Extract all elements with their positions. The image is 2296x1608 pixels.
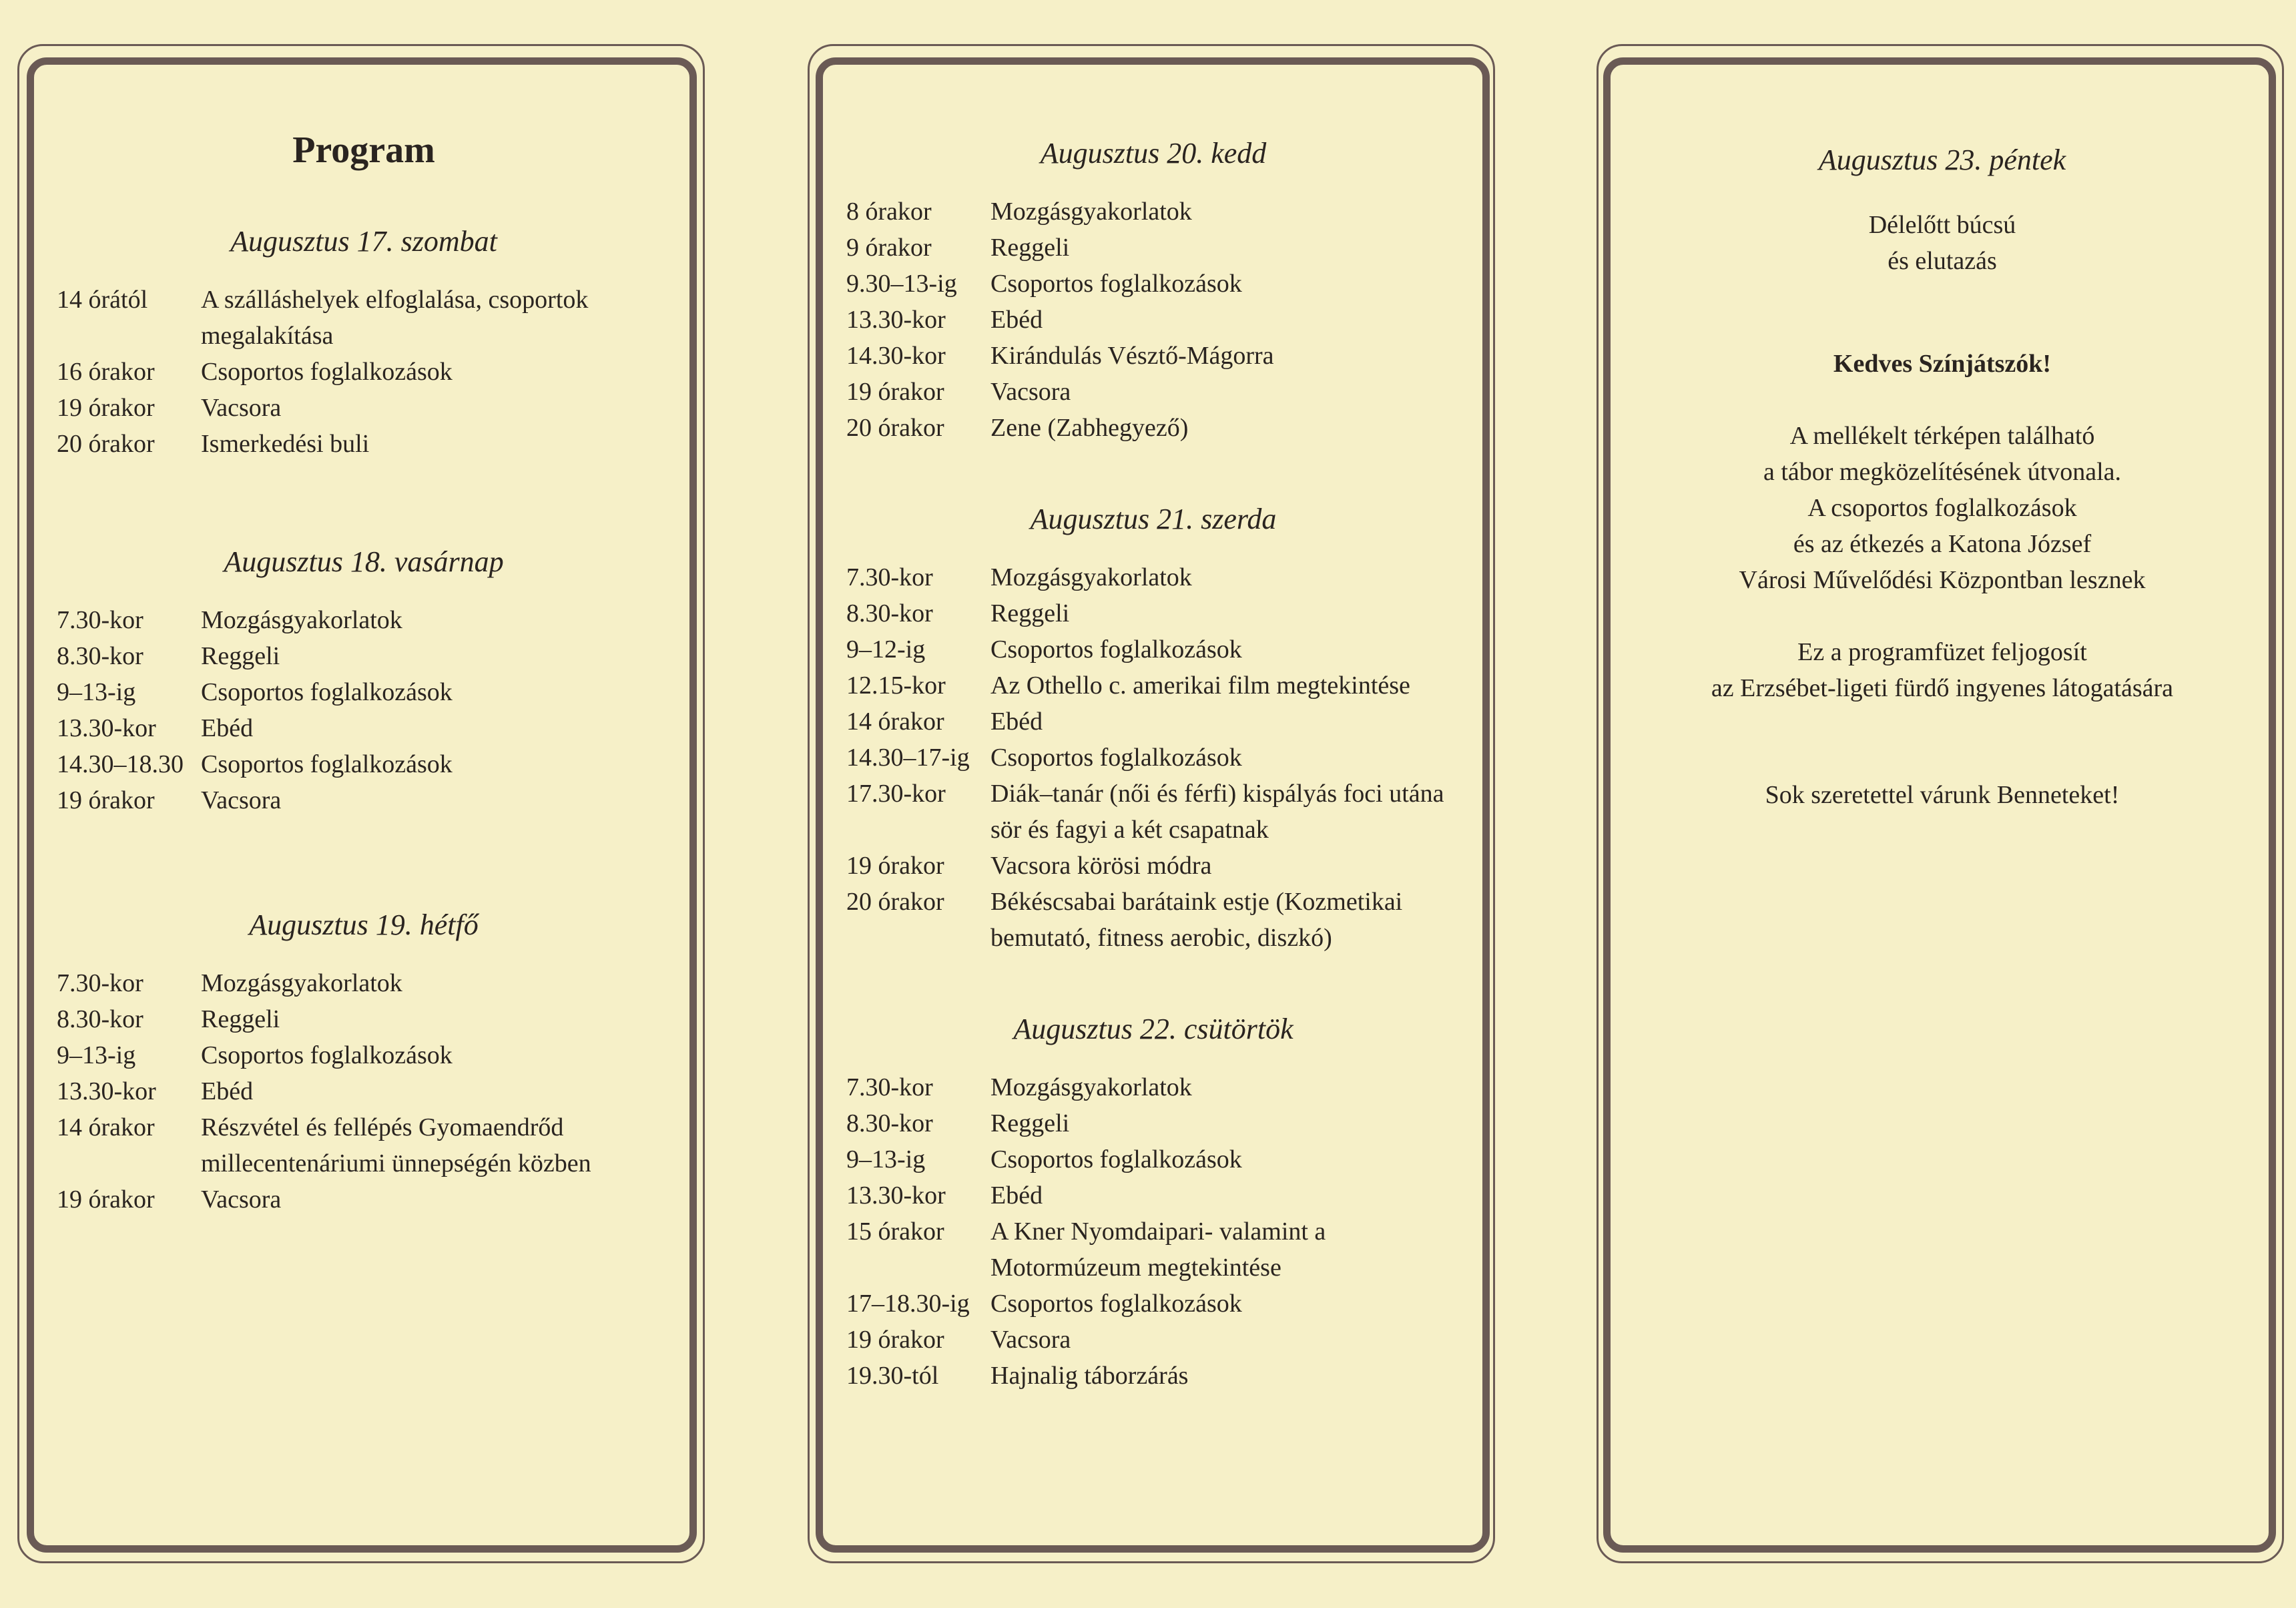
program-title: Program: [292, 129, 435, 171]
schedule-table: [846, 559, 1471, 956]
time-cell: 13.30-kor: [846, 306, 946, 334]
time-cell: 15 órakor: [846, 1218, 944, 1246]
activity-cell: Hajnalig táborzárás: [990, 1362, 1189, 1390]
table-row: [846, 1141, 1471, 1177]
table-row: [846, 740, 1471, 776]
table-row: [57, 638, 681, 674]
activity-cell: Kirándulás Vésztő-Mágorra: [990, 342, 1274, 370]
schedule-table: [846, 194, 1471, 446]
time-cell: 20 órakor: [57, 430, 155, 458]
table-row: [57, 1181, 681, 1218]
program-column-middle: [846, 133, 1474, 1394]
activity-cell: Békéscsabai barátaink estje (Kozmetikai bemutató, fitness aerobic, diszkó): [990, 888, 1403, 952]
table-row: [846, 704, 1471, 740]
activity-cell: Ebéd: [201, 1077, 254, 1105]
activity-cell: Részvétel és fellépés Gyomaendrőd millecentenáriumi ünnepségén közben: [201, 1113, 591, 1177]
activity-cell: Csoportos foglalkozások: [990, 744, 1242, 772]
day-title: Augusztus 21. szerda: [1030, 503, 1277, 535]
activity-cell: Ebéd: [990, 708, 1043, 736]
schedule-table: [57, 282, 681, 462]
table-row: [57, 1073, 681, 1109]
time-cell: 9–12-ig: [846, 635, 926, 663]
table-row: [57, 390, 681, 426]
activity-cell: Vacsora: [201, 394, 282, 422]
table-row: [846, 1322, 1471, 1358]
table-row: [846, 374, 1471, 410]
table-row: [846, 884, 1471, 956]
info-line: az Erzsébet-ligeti fürdő ingyenes látogatására: [1711, 674, 2174, 702]
table-row: [846, 410, 1471, 446]
time-cell: 13.30-kor: [846, 1181, 946, 1210]
table-row: [57, 782, 681, 818]
table-row: [846, 266, 1471, 302]
table-row: [846, 848, 1471, 884]
schedule-table: [57, 602, 681, 818]
table-row: [846, 595, 1471, 631]
activity-cell: Reggeli: [990, 599, 1070, 627]
table-row: [57, 1037, 681, 1073]
activity-cell: Mozgásgyakorlatok: [990, 563, 1192, 591]
table-row: [846, 338, 1471, 374]
time-cell: 20 órakor: [846, 888, 944, 916]
time-cell: 9–13-ig: [846, 1145, 926, 1173]
time-cell: 9 órakor: [846, 234, 932, 262]
time-cell: 13.30-kor: [57, 1077, 156, 1105]
greeting: Kedves Színjátszók!: [1833, 350, 2052, 378]
table-row: [57, 1001, 681, 1037]
activity-cell: Ebéd: [990, 1181, 1043, 1210]
table-row: [57, 354, 681, 390]
table-row: [846, 302, 1471, 338]
info-line: A mellékelt térképen található: [1789, 422, 2095, 450]
activity-cell: Mozgásgyakorlatok: [990, 198, 1192, 226]
activity-cell: Ismerkedési buli: [201, 430, 370, 458]
activity-cell: Reggeli: [201, 642, 280, 670]
time-cell: 17.30-kor: [846, 780, 946, 808]
schedule-table: [846, 1069, 1471, 1394]
program-column-left: [57, 120, 684, 1218]
table-row: [846, 1177, 1471, 1214]
day-title: Augusztus 17. szombat: [230, 225, 497, 258]
time-cell: 7.30-kor: [57, 606, 144, 634]
time-cell: 7.30-kor: [57, 969, 144, 997]
activity-cell: Mozgásgyakorlatok: [201, 969, 402, 997]
activity-cell: Diák–tanár (női és férfi) kispályás foci utána sör és fagyi a két csapatnak: [990, 780, 1444, 844]
activity-cell: Ebéd: [990, 306, 1043, 334]
time-cell: 8.30-kor: [846, 599, 933, 627]
activity-cell: Reggeli: [201, 1005, 280, 1033]
time-cell: 8.30-kor: [846, 1109, 933, 1137]
table-row: [57, 710, 681, 746]
activity-cell: Vacsora: [990, 1326, 1071, 1354]
activity-cell: Vacsora: [990, 378, 1071, 406]
table-row: [57, 602, 681, 638]
time-cell: 19 órakor: [846, 1326, 944, 1354]
table-row: [57, 1109, 681, 1181]
activity-cell: Ebéd: [201, 714, 254, 742]
table-row: [846, 559, 1471, 595]
activity-cell: A szálláshelyek elfoglalása, csoportok megalakítása: [201, 286, 589, 350]
time-cell: 19 órakor: [846, 852, 944, 880]
time-cell: 13.30-kor: [57, 714, 156, 742]
activity-cell: Csoportos foglalkozások: [990, 635, 1242, 663]
day-title: Augusztus 22. csütörtök: [1013, 1013, 1294, 1045]
table-row: [846, 1358, 1471, 1394]
time-cell: 19 órakor: [57, 394, 155, 422]
activity-cell: Csoportos foglalkozások: [201, 750, 453, 778]
time-cell: 14 órakor: [57, 1113, 155, 1141]
info-line: Városi Művelődési Központban lesznek: [1739, 566, 2146, 594]
table-row: [846, 1105, 1471, 1141]
activity-cell: Mozgásgyakorlatok: [990, 1073, 1192, 1101]
activity-cell: Az Othello c. amerikai film megtekintése: [990, 672, 1410, 700]
time-cell: 14 órától: [57, 286, 148, 314]
activity-cell: Zene (Zabhegyező): [990, 414, 1189, 442]
activity-cell: Csoportos foglalkozások: [201, 1041, 453, 1069]
time-cell: 19.30-tól: [846, 1362, 939, 1390]
activity-cell: Vacsora: [201, 1185, 282, 1214]
day-title: Augusztus 23. péntek: [1818, 144, 2066, 176]
activity-cell: A Kner Nyomdaipari- valamint a Motormúzeum megtekintése: [990, 1218, 1326, 1282]
farewell-line: és elutazás: [1888, 247, 1997, 275]
time-cell: 8 órakor: [846, 198, 932, 226]
day-title: Augusztus 18. vasárnap: [224, 545, 504, 578]
time-cell: 14.30–18.30: [57, 750, 184, 778]
time-cell: 9–13-ig: [57, 678, 136, 706]
program-column-right: [1629, 140, 2256, 813]
time-cell: 12.15-kor: [846, 672, 946, 700]
day-title: Augusztus 20. kedd: [1040, 137, 1267, 170]
time-cell: 14 órakor: [846, 708, 944, 736]
table-row: [846, 776, 1471, 848]
time-cell: 8.30-kor: [57, 642, 144, 670]
activity-cell: Csoportos foglalkozások: [201, 358, 453, 386]
time-cell: 19 órakor: [57, 1185, 155, 1214]
activity-cell: Vacsora körösi módra: [990, 852, 1212, 880]
info-line: Ez a programfüzet feljogosít: [1797, 638, 2087, 666]
schedule-table: [57, 965, 681, 1218]
activity-cell: Csoportos foglalkozások: [990, 1145, 1242, 1173]
time-cell: 9.30–13-ig: [846, 270, 957, 298]
table-row: [846, 194, 1471, 230]
activity-cell: Mozgásgyakorlatok: [201, 606, 402, 634]
time-cell: 19 órakor: [57, 786, 155, 814]
table-row: [846, 230, 1471, 266]
day-title: Augusztus 19. hétfő: [249, 908, 479, 941]
table-row: [57, 965, 681, 1001]
activity-cell: Reggeli: [990, 1109, 1070, 1137]
table-row: [57, 674, 681, 710]
table-row: [846, 1214, 1471, 1286]
activity-cell: Vacsora: [201, 786, 282, 814]
table-row: [846, 1286, 1471, 1322]
table-row: [846, 667, 1471, 704]
info-line: A csoportos foglalkozások: [1807, 494, 2077, 522]
time-cell: 7.30-kor: [846, 563, 933, 591]
table-row: [57, 282, 681, 354]
activity-cell: Csoportos foglalkozások: [990, 1290, 1242, 1318]
time-cell: 7.30-kor: [846, 1073, 933, 1101]
activity-cell: Csoportos foglalkozások: [990, 270, 1242, 298]
time-cell: 17–18.30-ig: [846, 1290, 970, 1318]
time-cell: 14.30–17-ig: [846, 744, 970, 772]
table-row: [846, 631, 1471, 667]
time-cell: 9–13-ig: [57, 1041, 136, 1069]
time-cell: 16 órakor: [57, 358, 155, 386]
table-row: [57, 426, 681, 462]
closing-line: Sok szeretettel várunk Benneteket!: [1765, 781, 2120, 809]
time-cell: 20 órakor: [846, 414, 944, 442]
time-cell: 14.30-kor: [846, 342, 946, 370]
time-cell: 8.30-kor: [57, 1005, 144, 1033]
table-row: [846, 1069, 1471, 1105]
time-cell: 19 órakor: [846, 378, 944, 406]
info-line: a tábor megközelítésének útvonala.: [1763, 458, 2121, 486]
table-row: [57, 746, 681, 782]
farewell-line: Délelőtt búcsú: [1868, 211, 2016, 239]
activity-cell: Reggeli: [990, 234, 1070, 262]
info-line: és az étkezés a Katona József: [1793, 530, 2092, 558]
activity-cell: Csoportos foglalkozások: [201, 678, 453, 706]
